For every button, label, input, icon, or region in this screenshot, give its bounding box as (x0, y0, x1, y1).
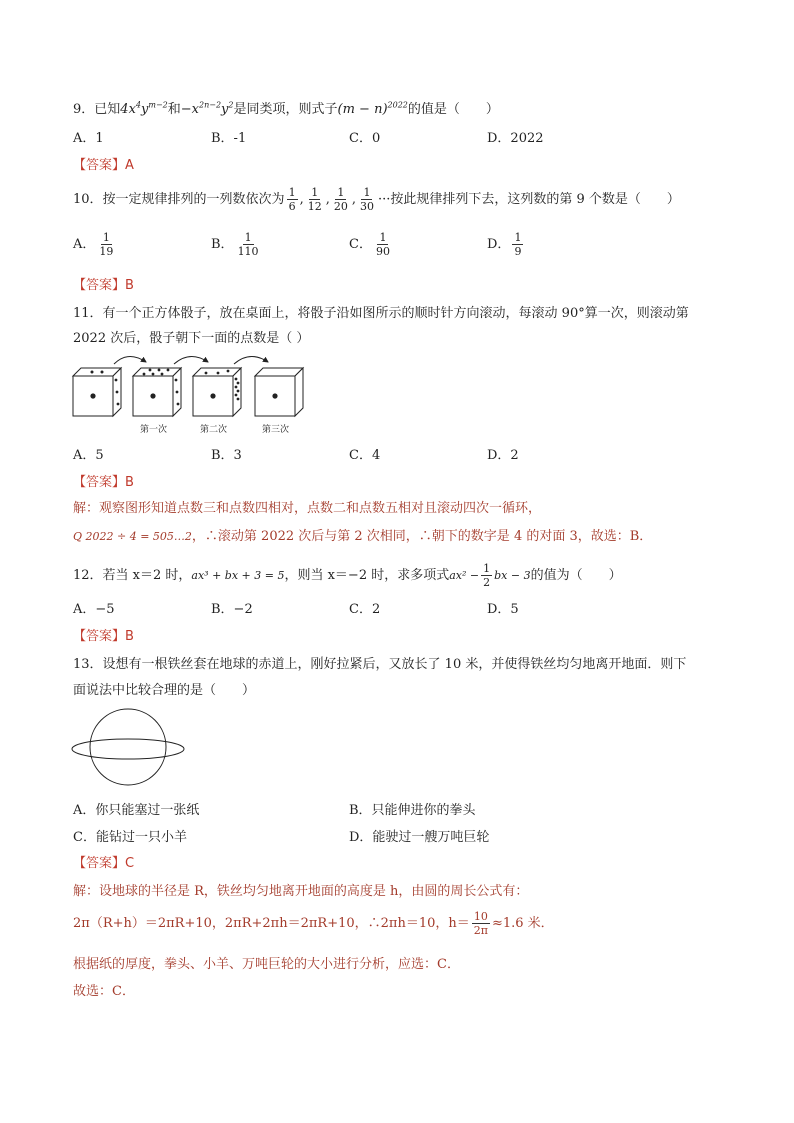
q13-stem-line1: 13．设想有一根铁丝套在地球的赤道上，刚好拉紧后，又放长了 10 米，并使得铁丝均匀地离开地面．则下 (73, 657, 687, 672)
q9-stem: 9．已知$4x^4y^{m-2}$和$-x^{2n-2}y^2$是同类项，则式子$(m - n)^{2022}$的值是（ ） (73, 100, 499, 117)
q10-option-c: C． $\frac{1}{90}$ (349, 231, 390, 258)
dice-rolling-figure (70, 352, 310, 438)
q11-option-a: A．5 (73, 448, 104, 463)
roll-arrow-1 (114, 356, 146, 364)
q10-frac-2: $\frac{1}{12}$ (307, 186, 322, 213)
q12-stem: 12．若当 x＝2 时，ax³ + bx + 3 = 5，则当 x＝−2 时，求多项式ax² − $\frac{1}{2}$ bx − 3的值为（ ） (73, 562, 622, 589)
q12-option-d: D．5 (487, 602, 519, 617)
q13-solution-line2: 2π（R+h）＝2πR+10，2πR+2πh＝2πR+10，∴2πh＝10，h＝ $\frac{10}{2\pi}$ ≈1.6 米． (73, 910, 554, 937)
q11-option-b: B．3 (211, 448, 242, 463)
q10-stem: 10．按一定规律排列的一列数依次为 $\frac{1}{6}$ , $\frac{1}{12}$ , $\frac{1}{20}$ , $\frac{1}{30}$ ···按此规律排列下去，这列数的第 9 个数是（ ） (73, 186, 680, 213)
q11-solution-line2: Q 2022 ÷ 4 = 505…2，∴滚动第 2022 次后与第 2 次相同，∴朝下的数字是 4 的对面 3，故选：B． (73, 529, 653, 544)
caption-1: 第一次 (140, 425, 168, 435)
q9-option-a: A．1 (73, 131, 104, 146)
q11-option-c: C．4 (349, 448, 381, 463)
q13-stem-line2: 面说法中比较合理的是（ ） (73, 683, 256, 698)
q13-answer: 【答案】C (73, 856, 135, 871)
q13-option-b: B．只能伸进你的拳头 (349, 803, 476, 818)
q11-solution-line1: 解：观察图形知道点数三和点数四相对，点数二和点数五相对且滚动四次一循环， (73, 501, 542, 516)
q10-frac-1: $\frac{1}{6}$ (288, 186, 296, 213)
die-4 (255, 368, 303, 416)
q10-option-b: B． $\frac{1}{110}$ (211, 231, 259, 258)
die-2 (133, 368, 181, 416)
q10-answer: 【答案】B (73, 278, 134, 293)
q9-option-d: D．2022 (487, 131, 544, 146)
earth-wire-figure (70, 704, 190, 790)
q13-option-c: C．能钻过一只小羊 (73, 830, 187, 845)
q10-option-a: A． $\frac{1}{19}$ (73, 231, 114, 258)
die-3 (193, 368, 241, 416)
q13-option-d: D．能驶过一艘万吨巨轮 (349, 830, 490, 845)
q10-frac-4: $\frac{1}{30}$ (359, 186, 374, 213)
q13-solution-line3: 根据纸的厚度，拳头、小羊、万吨巨轮的大小进行分析，应选：C． (73, 957, 460, 972)
roll-arrow-3 (234, 356, 268, 364)
q12-option-b: B．−2 (211, 602, 253, 617)
q13-solution-line4: 故选：C． (73, 984, 135, 999)
q13-option-a: A．你只能塞过一张纸 (73, 803, 200, 818)
q9-option-b: B．-1 (211, 131, 247, 146)
q10-frac-3: $\frac{1}{20}$ (333, 186, 348, 213)
q12-option-a: A．−5 (73, 602, 115, 617)
die-1 (73, 368, 121, 416)
q9-option-c: C．0 (349, 131, 381, 146)
q9-answer: 【答案】A (73, 158, 134, 173)
q11-stem-line2: 2022 次后，骰子朝下一面的点数是（ ） (73, 331, 310, 346)
roll-arrow-2 (174, 356, 208, 364)
q13-solution-line1: 解：设地球的半径是 R，铁丝均匀地离开地面的高度是 h，由圆的周长公式有： (73, 884, 529, 899)
q12-answer: 【答案】B (73, 629, 134, 644)
caption-2: 第二次 (200, 425, 228, 435)
q12-option-c: C．2 (349, 602, 381, 617)
q11-answer: 【答案】B (73, 475, 134, 490)
q10-option-d: D． $\frac{1}{9}$ (487, 231, 522, 258)
caption-3: 第三次 (262, 425, 290, 435)
q11-option-d: D．2 (487, 448, 519, 463)
q11-stem-line1: 11．有一个正方体骰子，放在桌面上，将骰子沿如图所示的顺时针方向滚动，每滚动 90°算一次，则滚动第 (73, 306, 689, 321)
